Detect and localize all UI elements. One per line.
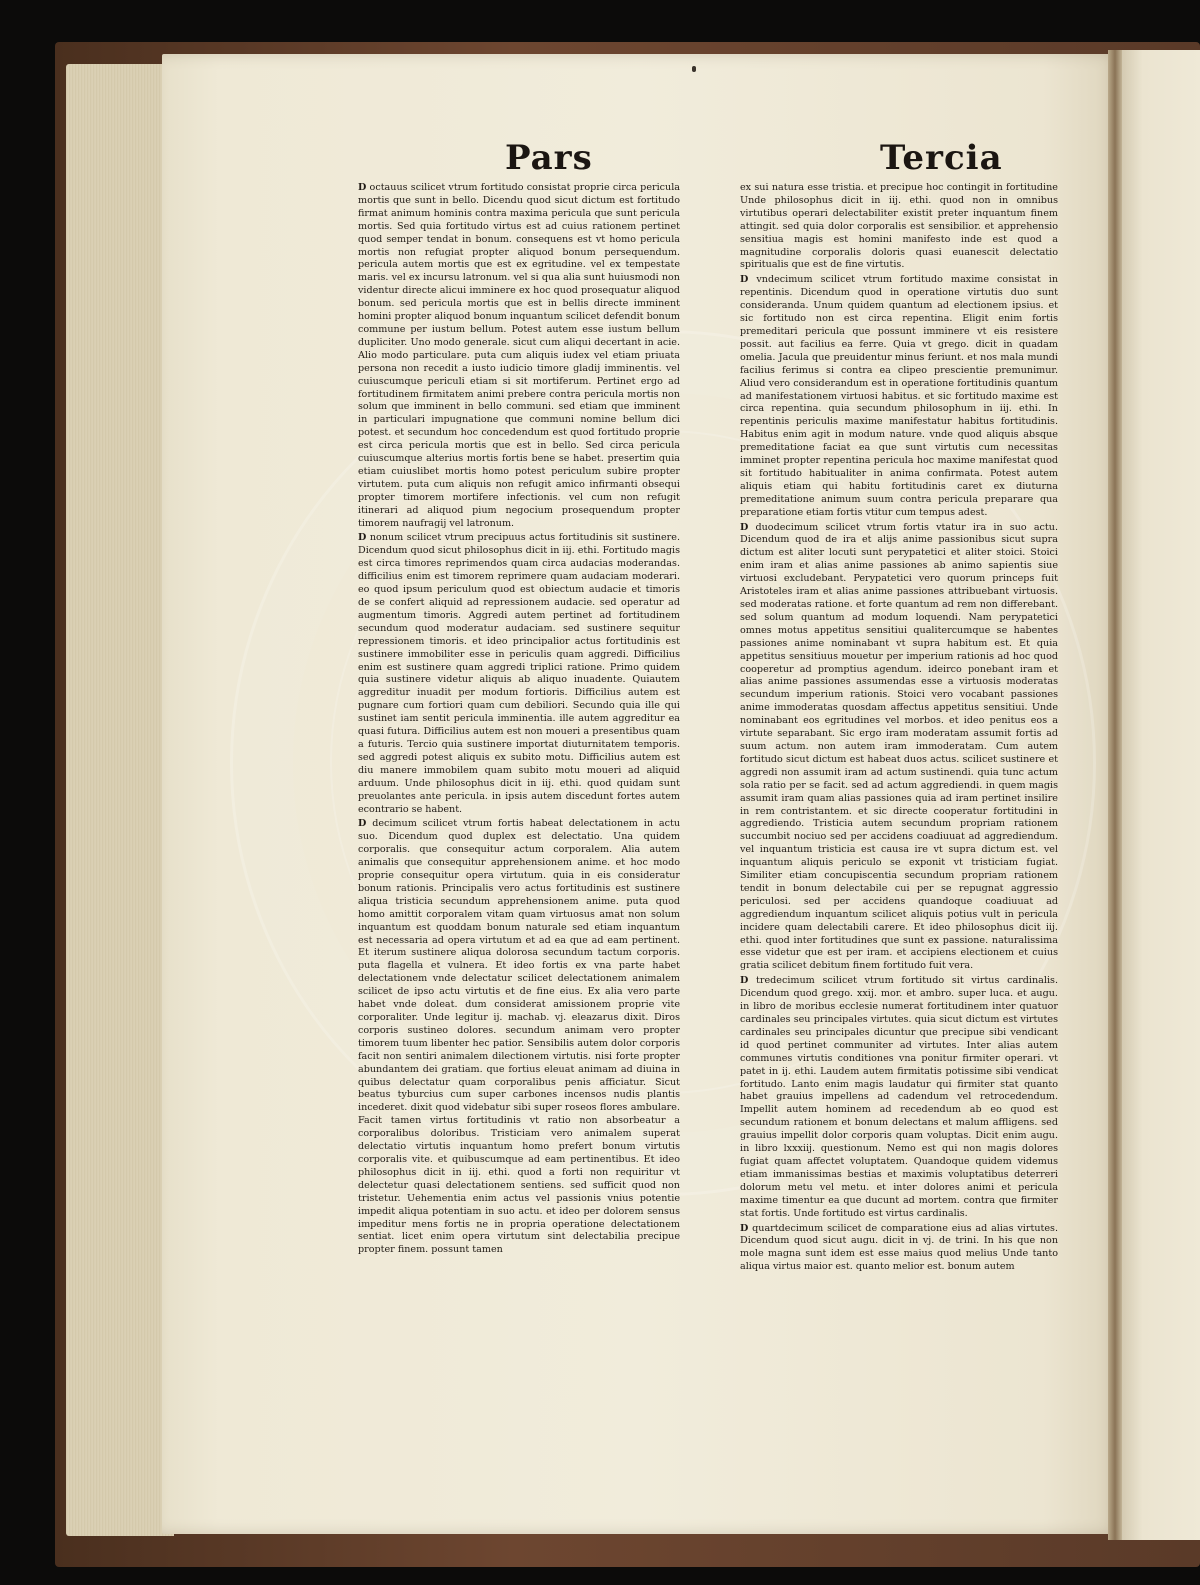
paragraph-text: nonum scilicet vtrum precipuus actus fortitudinis sit sustinere. Dicendum quod sicut philosophus dicit in iij. ethi. Fortitudo magis est circa timores reprimendos quam circa audacias moderandas. difficilius enim est timorem reprimere quam audaciam moderari. eo quod ipsum periculum quod est obiectum audacie et timoris de se confert aliquid ad repressionem audacie. sed operatur ad augmentum timoris. Aggredi autem pertinet ad fortitudinem secundum quod moderatur audaciam. sed sustinere sequitur repressionem timoris. et ideo principalior actus fortitudinis est sustinere immobiliter esse in periculis quam aggredi. Difficilius enim est sustinere quam aggredi triplici ratione. Primo quidem quia sustinere videtur aliquis ab aliquo inuadente. Quiautem aggreditur inuadit per modum fortioris. Difficilius autem est pugnare cum fortiori quam cum debiliori. Secundo quia ille qui sustinet iam sentit pericula imminentia. ille autem aggreditur ea quasi futura. Difficilius autem est non moueri a presentibus quam a futuris. Tercio quia sustinere importat diuturnitatem temporis. sed aggredi potest aliquis ex subito motu. Difficilius autem est diu manere immobilem quam subito motu moueri ad aliquid arduum. Unde philosophus dicit in iij. ethi. quod quidam sunt preuolantes ante pericula. in ipsis autem discedunt fortes autem econtrario se habent.: [358, 532, 680, 815]
book-gutter: [1108, 50, 1122, 1540]
paragraph-text: quartdecimum scilicet de comparatione eius ad alias virtutes. Dicendum quod sicut augu. dicit in vj. de trini. In his que non mole magna sunt idem est esse maius quod melius Unde tanto aliqua virtus maior est. quanto melior est. bonum autem: [740, 1222, 1058, 1273]
paragraph-initial: D: [358, 182, 367, 193]
paragraph: [740, 1223, 1058, 1275]
paragraph-text: ex sui natura esse tristia. et precipue hoc contingit in fortitudine Unde philosophus dicit in iij. ethi. quod non in omnibus virtutibus operari delectabiliter existit preter inquantum finem attingit. sed quia dolor corporalis est sensibilior. et apprehensio sensitiua magis est homini manifesto inde est quod a magnitudine corporalis doloris quasi euanescit delectatio spiritualis que est de fine virtutis.: [740, 182, 1058, 271]
paragraph: [358, 818, 680, 1257]
paragraph-initial: D: [358, 532, 367, 544]
paragraph: [358, 532, 680, 816]
text-column-right: [740, 182, 1058, 1273]
running-header-left: Pars: [505, 138, 593, 178]
paragraph-text: duodecimum scilicet vtrum fortis vtatur ira in suo actu. Dicendum quod de ira et alijs anime passionibus sicut supra dictum est aliter locuti sunt perypatetici et aliter stoici. Stoici enim iram et alias anime passiones ab animo sapientis siue virtuosi excludebant. Perypatetici vero quorum princeps fuit Aristoteles iram et alias anime passiones attribuebant virtuosis. sed moderatas ratione. et forte quantum ad rem non differebant. sed solum quantum ad modum loquendi. Nam perypatetici omnes motus appetitus sensitiui qualitercumque se habentes passiones anime nominabant vt supra habitum est. Et quia appetitus sensitiuus mouetur per imperium rationis ad hoc quod cooperetur ad promptius agendum. ideirco ponebant iram et alias anime passiones assumendas esse a virtuosis moderatas secundum imperium rationis. Stoici vero vocabant passiones anime immoderatas quosdam affectus appetitus sensitiui. Unde nominabant eos egritudines vel morbos. et ideo penitus eos a virtute separabant. Sic ergo iram moderatam assumit fortis ad suum actum. non autem iram immoderatam. Cum autem fortitudo sicut dictum est habeat duos actus. scilicet sustinere et aggredi non assumit iram ad actum sustinendi. quia tunc actum sola ratio per se facit. sed ad actum aggrediendi. in quem magis assumit iram quam alias passiones quia ad iram pertinet insilire in rem contristantem. et sic directe cooperatur fortitudini in aggrediendo. Tristicia autem secundum propriam rationem succumbit nociuo sed per accidens coadiuuat ad aggrediendum. vel inquantum tristicia est causa ire vt supra dictum est. vel inquantum aliquis periculo se exponit vt tristiciam fugiat. Similiter etiam concupiscentia secundum propriam rationem tendit in bonum delectabile cui per se repugnat aggressio periculosi. sed per accidens quandoque coadiuuat ad aggrediendum inquantum scilicet aliquis potius vult in pericula incidere quam delectabili carere. Et ideo philosophus dicit iij. ethi. quod inter fortitudines que sunt ex passione. naturalissima esse videtur que est per iram. et accipiens electionem et cuius gratia scilicet debitum finem fortitudo fuit vera.: [740, 521, 1058, 972]
facing-page-edge: [1118, 50, 1200, 1540]
paragraph: [740, 522, 1058, 974]
text-column-left: [358, 182, 680, 1262]
paragraph-initial: D: [358, 818, 367, 830]
paragraph: [740, 274, 1058, 519]
paragraph-initial: D: [740, 274, 749, 286]
running-header-right: Tercia: [880, 138, 1003, 178]
paragraph: [740, 975, 1058, 1220]
paragraph-text: octauus scilicet vtrum fortitudo consistat proprie circa pericula mortis que sunt in bello. Dicendu quod sicut dictum est fortitudo firmat animum hominis contra maxima pericula que sunt pericula mortis. Sed quia fortitudo virtus est ad cuius rationem pertinet quod semper tendat in bonum. consequens est vt homo pericula mortis non refugiat propter aliquod bonum persequendum. pericula autem mortis que est ex egritudine. vel ex tempestate maris. vel ex incursu latronum. vel si qua alia sunt huiusmodi non videntur directe alicui imminere ex hoc quod prosequatur aliquod bonum. sed pericula mortis que est in bellis directe imminent homini propter aliquod bonum inquantum scilicet defendit bonum commune per iustum bellum. Potest autem esse iustum bellum dupliciter. Uno modo generale. sicut cum aliqui decertant in acie. Alio modo particulare. puta cum aliquis iudex vel etiam priuata persona non recedit a iusto iudicio timore gladij imminentis. vel cuiuscumque periculi etiam si sit mortiferum. Pertinet ergo ad fortitudinem firmitatem animi prebere contra pericula mortis non solum que imminent in bello communi. sed etiam que imminent in particulari impugnatione que communi nomine bellum dici potest. et secundum hoc concedendum est quod fortitudo proprie est circa pericula mortis que est in bello. Sed circa pericula cuiuscumque alterius mortis fortis bene se habet. presertim quia etiam cuiuslibet mortis homo potest periculum subire propter virtutem. puta cum aliquis non refugit amico infirmanti obsequi propter timorem mortifere infectionis. vel cum non refugit itinerari ad aliquod pium negocium prosequendum propter timorem naufragij vel latronum.: [358, 182, 680, 529]
ink-spot: [692, 66, 696, 72]
paragraph-text: vndecimum scilicet vtrum fortitudo maxime consistat in repentinis. Dicendum quod in operatione virtutis duo sunt consideranda. Unum quidem quantum ad electionem ipsius. et sic fortitudo non est circa repentina. Eligit enim fortis premeditari pericula que possunt imminere vt eis resistere possit. aut facilius ea ferre. Quia vt grego. dicit in quadam omelia. Jacula que preuidentur minus feriunt. et nos mala mundi facilius ferimus si contra ea clipeo prescientie premunimur. Aliud vero considerandum est in operatione fortitudinis quantum ad manifestationem virtuosi habitus. et sic fortitudo maxime est circa repentina. quia secundum philosophum in iij. ethi. In repentinis periculis maxime manifestatur habitus fortitudinis. Habitus enim agit in modum nature. vnde quod aliquis absque premeditatione faciat ea que sunt virtutis cum necessitas imminet propter repentina pericula hoc maxime manifestat quod sit fortitudo habitualiter in anima confirmata. Potest autem aliquis etiam qui habitu fortitudinis caret ex diuturna premeditatione animum suum contra pericula preparare qua preparatione etiam fortis vtitur cum tempus adest.: [740, 274, 1058, 518]
paragraph: [358, 182, 680, 530]
paragraph-text: decimum scilicet vtrum fortis habeat delectationem in actu suo. Dicendum quod duplex est delectatio. Una quidem corporalis. que consequitur actum corporalem. Alia autem animalis que consequitur apprehensionem anime. et hoc modo proprie consequitur opera virtutum. quia in eis consideratur bonum rationis. Principalis vero actus fortitudinis est sustinere aliqua tristicia secundum apprehensionem anime. puta quod homo amittit corporalem vitam quam virtuosus amat non solum inquantum est quoddam bonum naturale sed etiam inquantum est necessaria ad opera virtutum et ad ea que ad eam pertinent. Et iterum sustinere aliqua dolorosa secundum tactum corporis. puta flagella et vulnera. Et ideo fortis ex vna parte habet delectationem vnde delectatur scilicet delectationem animalem scilicet de ipso actu virtutis et de fine eius. Ex alia vero parte habet vnde doleat. dum considerat amissionem proprie vite corporaliter. Unde legitur ij. machab. vj. eleazarus dixit. Diros corporis sustineo dolores. secundum animam vero propter timorem tuum libenter hec patior. Sensibilis autem dolor corporis facit non sentiri animalem dilectionem virtutis. nisi forte propter abundantem dei gratiam. que fortius eleuat animam ad diuina in quibus delectatur quam corporalibus penis afficiatur. Sicut beatus tyburcius cum super carbones incensos nudis plantis incederet. dixit quod videbatur sibi super roseos flores ambulare. Facit tamen virtus fortitudinis vt ratio non absorbeatur a corporalibus doloribus. Tristiciam vero animalem superat delectatio virtutis inquantum homo prefert bonum virtutis corporalis vite. et quibuscumque ad eam pertinentibus. Et ideo philosophus dicit in iij. ethi. quod a forti non requiritur vt delectetur quasi delectationem sentiens. sed sufficit quod non tristetur. Uehementia enim actus vel passionis vnius potentie impedit aliqua potentiam in suo actu. et ideo per dolorem sensus impeditur mens fortis ne in propria operatione delectationem sentiat. licet enim opera virtutum sint delectabilia precipue propter finem. possunt tamen: [358, 818, 680, 1256]
paragraph: [740, 182, 1058, 272]
paragraph-initial: D: [740, 521, 749, 533]
page-edges: [66, 64, 174, 1536]
paragraph-initial: D: [740, 975, 749, 987]
paragraph-text: tredecimum scilicet vtrum fortitudo sit virtus cardinalis. Dicendum quod grego. xxij. mor. et ambro. super luca. et augu. in libro de moribus ecclesie numerat fortitudinem inter quatuor cardinales seu principales virtutes. quia sicut dictum est virtutes cardinales seu principales dicuntur que precipue sibi vendicant id quod pertinet communiter ad virtutes. Inter alias autem communes virtutis conditiones vna ponitur firmiter operari. vt patet in ij. ethi. Laudem autem firmitatis potissime sibi vendicat fortitudo. Lanto enim magis laudatur qui firmiter stat quanto habet grauius impellens ad cadendum vel retrocedendum. Impellit autem hominem ad recedendum ab eo quod est secundum rationem et bonum delectans et malum affligens. sed grauius impellit dolor corporis quam voluptas. Dicit enim augu. in libro lxxxiij. questionum. Nemo est qui non magis dolores fugiat quam affectet voluptatem. Quandoque quidem videmus etiam immanissimas bestias et maximis voluptatibus deterreri dolorum metu vel metu. et inter dolores animi et pericula maxime timentur ea que ducunt ad mortem. contra que firmiter stat fortis. Unde fortitudo est virtus cardinalis.: [740, 975, 1058, 1219]
paragraph-initial: D: [740, 1222, 749, 1234]
